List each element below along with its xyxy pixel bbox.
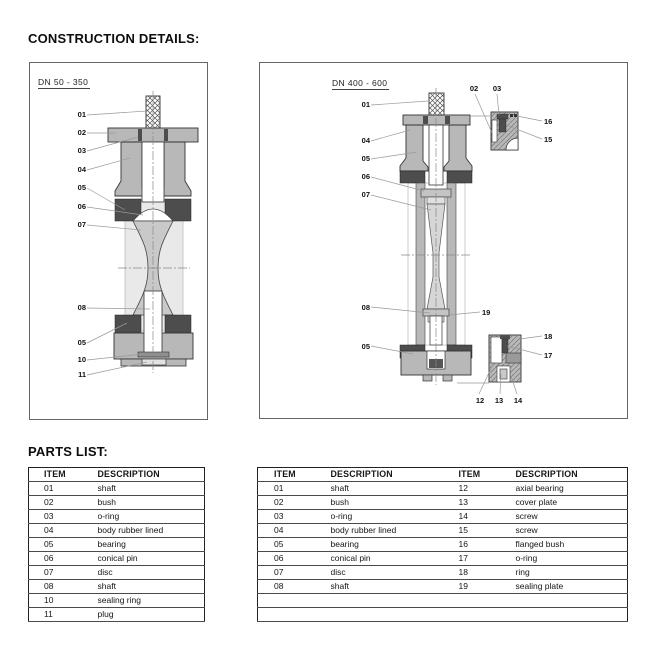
table-row	[258, 496, 628, 510]
callout-04: 04	[361, 136, 370, 145]
description-cell: shaft	[98, 482, 205, 496]
item-cell: 08	[29, 580, 98, 594]
callout-15: 15	[544, 135, 553, 144]
item-cell	[258, 594, 331, 608]
callout-08: 08	[361, 303, 370, 312]
description-cell: flanged bush	[500, 538, 628, 552]
callout-05: 05	[77, 183, 86, 192]
table-row-empty	[258, 608, 628, 622]
table-row	[29, 580, 205, 594]
description-cell: screw	[500, 524, 628, 538]
item-cell: 06	[29, 552, 98, 566]
sealing-ring	[138, 352, 169, 357]
table-row-empty	[258, 594, 628, 608]
table-row	[29, 566, 205, 580]
valve-cross-section-dn50-350	[30, 63, 207, 419]
item-cell: 06	[258, 552, 331, 566]
description-cell	[331, 594, 443, 608]
description-cell: axial bearing	[500, 482, 628, 496]
description-cell: body rubber lined	[98, 524, 205, 538]
callout-17: 17	[544, 351, 553, 360]
table-row	[29, 510, 205, 524]
item-cell: 12	[443, 482, 500, 496]
callout-10: 10	[77, 355, 86, 364]
table-row	[258, 538, 628, 552]
callout-19: 19	[482, 308, 491, 317]
description-cell	[500, 594, 628, 608]
description-cell: conical pin	[331, 552, 443, 566]
table-row	[258, 510, 628, 524]
table-header-row	[29, 468, 205, 482]
callout-12: 12	[475, 396, 485, 405]
diagram-dn50-350	[29, 62, 208, 420]
callout-06: 06	[77, 202, 86, 211]
item-cell: 19	[443, 580, 500, 594]
detail-view-top	[491, 112, 518, 150]
table-row	[29, 482, 205, 496]
description-cell: screw	[500, 510, 628, 524]
item-cell	[258, 608, 331, 622]
description-cell	[331, 608, 443, 622]
table-row	[29, 496, 205, 510]
callout-03: 03	[77, 146, 86, 155]
description-cell: shaft	[98, 580, 205, 594]
description-cell: o-ring	[98, 510, 205, 524]
diagram-dn400-600	[259, 62, 628, 419]
item-cell: 03	[29, 510, 98, 524]
parts-table-right	[257, 467, 628, 622]
item-cell: 11	[29, 608, 98, 622]
description-cell: shaft	[331, 482, 443, 496]
item-cell: 04	[29, 524, 98, 538]
table-row	[258, 482, 628, 496]
description-cell: disc	[98, 566, 205, 580]
table-row	[29, 594, 205, 608]
shaft-top	[429, 93, 444, 115]
valve-cross-section-dn400-600	[260, 63, 627, 418]
item-cell: 02	[258, 496, 331, 510]
table-header-row	[258, 468, 628, 482]
description-cell: disc	[331, 566, 443, 580]
detail-view-bottom	[489, 335, 521, 382]
item-cell: 18	[443, 566, 500, 580]
callout-02: 02	[77, 128, 86, 137]
description-cell	[500, 608, 628, 622]
item-cell: 08	[258, 580, 331, 594]
description-cell: o-ring	[500, 552, 628, 566]
item-cell: 01	[258, 482, 331, 496]
description-cell: sealing ring	[98, 594, 205, 608]
item-cell: 13	[443, 496, 500, 510]
description-cell: bush	[331, 496, 443, 510]
item-cell: 01	[29, 482, 98, 496]
item-cell: 10	[29, 594, 98, 608]
item-cell: 03	[258, 510, 331, 524]
table-row	[29, 552, 205, 566]
table-row	[29, 538, 205, 552]
description-cell: body rubber lined	[331, 524, 443, 538]
col-header-description-2: DESCRIPTION	[500, 468, 628, 482]
parts-table-left	[28, 467, 205, 622]
mounting-flange	[403, 115, 470, 125]
item-cell: 02	[29, 496, 98, 510]
dn-range-label: DN 400 - 600	[332, 78, 388, 88]
parts-list-title: PARTS LIST:	[28, 444, 108, 459]
dn-range-label: DN 50 - 350	[38, 77, 89, 87]
col-header-item: ITEM	[29, 468, 98, 482]
callout-13: 13	[494, 396, 504, 405]
item-cell	[443, 608, 500, 622]
description-cell: cover plate	[500, 496, 628, 510]
callout-07: 07	[361, 190, 370, 199]
item-cell: 17	[443, 552, 500, 566]
description-cell: sealing plate	[500, 580, 628, 594]
table-row	[258, 566, 628, 580]
callout-03: 03	[492, 84, 502, 93]
item-cell: 05	[29, 538, 98, 552]
callout-18: 18	[544, 332, 553, 341]
description-cell: conical pin	[98, 552, 205, 566]
col-header-description: DESCRIPTION	[98, 468, 205, 482]
table-row	[258, 552, 628, 566]
table-row	[29, 524, 205, 538]
description-cell: shaft	[331, 580, 443, 594]
table-row	[258, 524, 628, 538]
construction-details-title: CONSTRUCTION DETAILS:	[28, 31, 200, 46]
table-row	[29, 608, 205, 622]
description-cell: bush	[98, 496, 205, 510]
callout-05b: 05	[77, 338, 86, 347]
description-cell: bearing	[98, 538, 205, 552]
item-cell: 05	[258, 538, 331, 552]
item-cell: 15	[443, 524, 500, 538]
description-cell: bearing	[331, 538, 443, 552]
callout-14: 14	[513, 396, 523, 405]
description-cell: plug	[98, 608, 205, 622]
item-cell	[443, 594, 500, 608]
callout-01: 01	[77, 110, 86, 119]
callout-05: 05	[361, 154, 370, 163]
description-cell: ring	[500, 566, 628, 580]
col-header-item-2: ITEM	[443, 468, 500, 482]
callout-05b: 05	[361, 342, 370, 351]
callout-08: 08	[77, 303, 86, 312]
col-header-item: ITEM	[258, 468, 331, 482]
table-row	[258, 580, 628, 594]
callout-06: 06	[361, 172, 370, 181]
callout-04: 04	[77, 165, 86, 174]
item-cell: 16	[443, 538, 500, 552]
callout-01: 01	[361, 100, 370, 109]
callout-16: 16	[544, 117, 553, 126]
callout-07: 07	[77, 220, 86, 229]
item-cell: 04	[258, 524, 331, 538]
callout-11: 11	[78, 370, 86, 379]
col-header-description: DESCRIPTION	[331, 468, 443, 482]
item-cell: 07	[258, 566, 331, 580]
item-cell: 14	[443, 510, 500, 524]
item-cell: 07	[29, 566, 98, 580]
description-cell: o-ring	[331, 510, 443, 524]
callout-02: 02	[469, 84, 479, 93]
